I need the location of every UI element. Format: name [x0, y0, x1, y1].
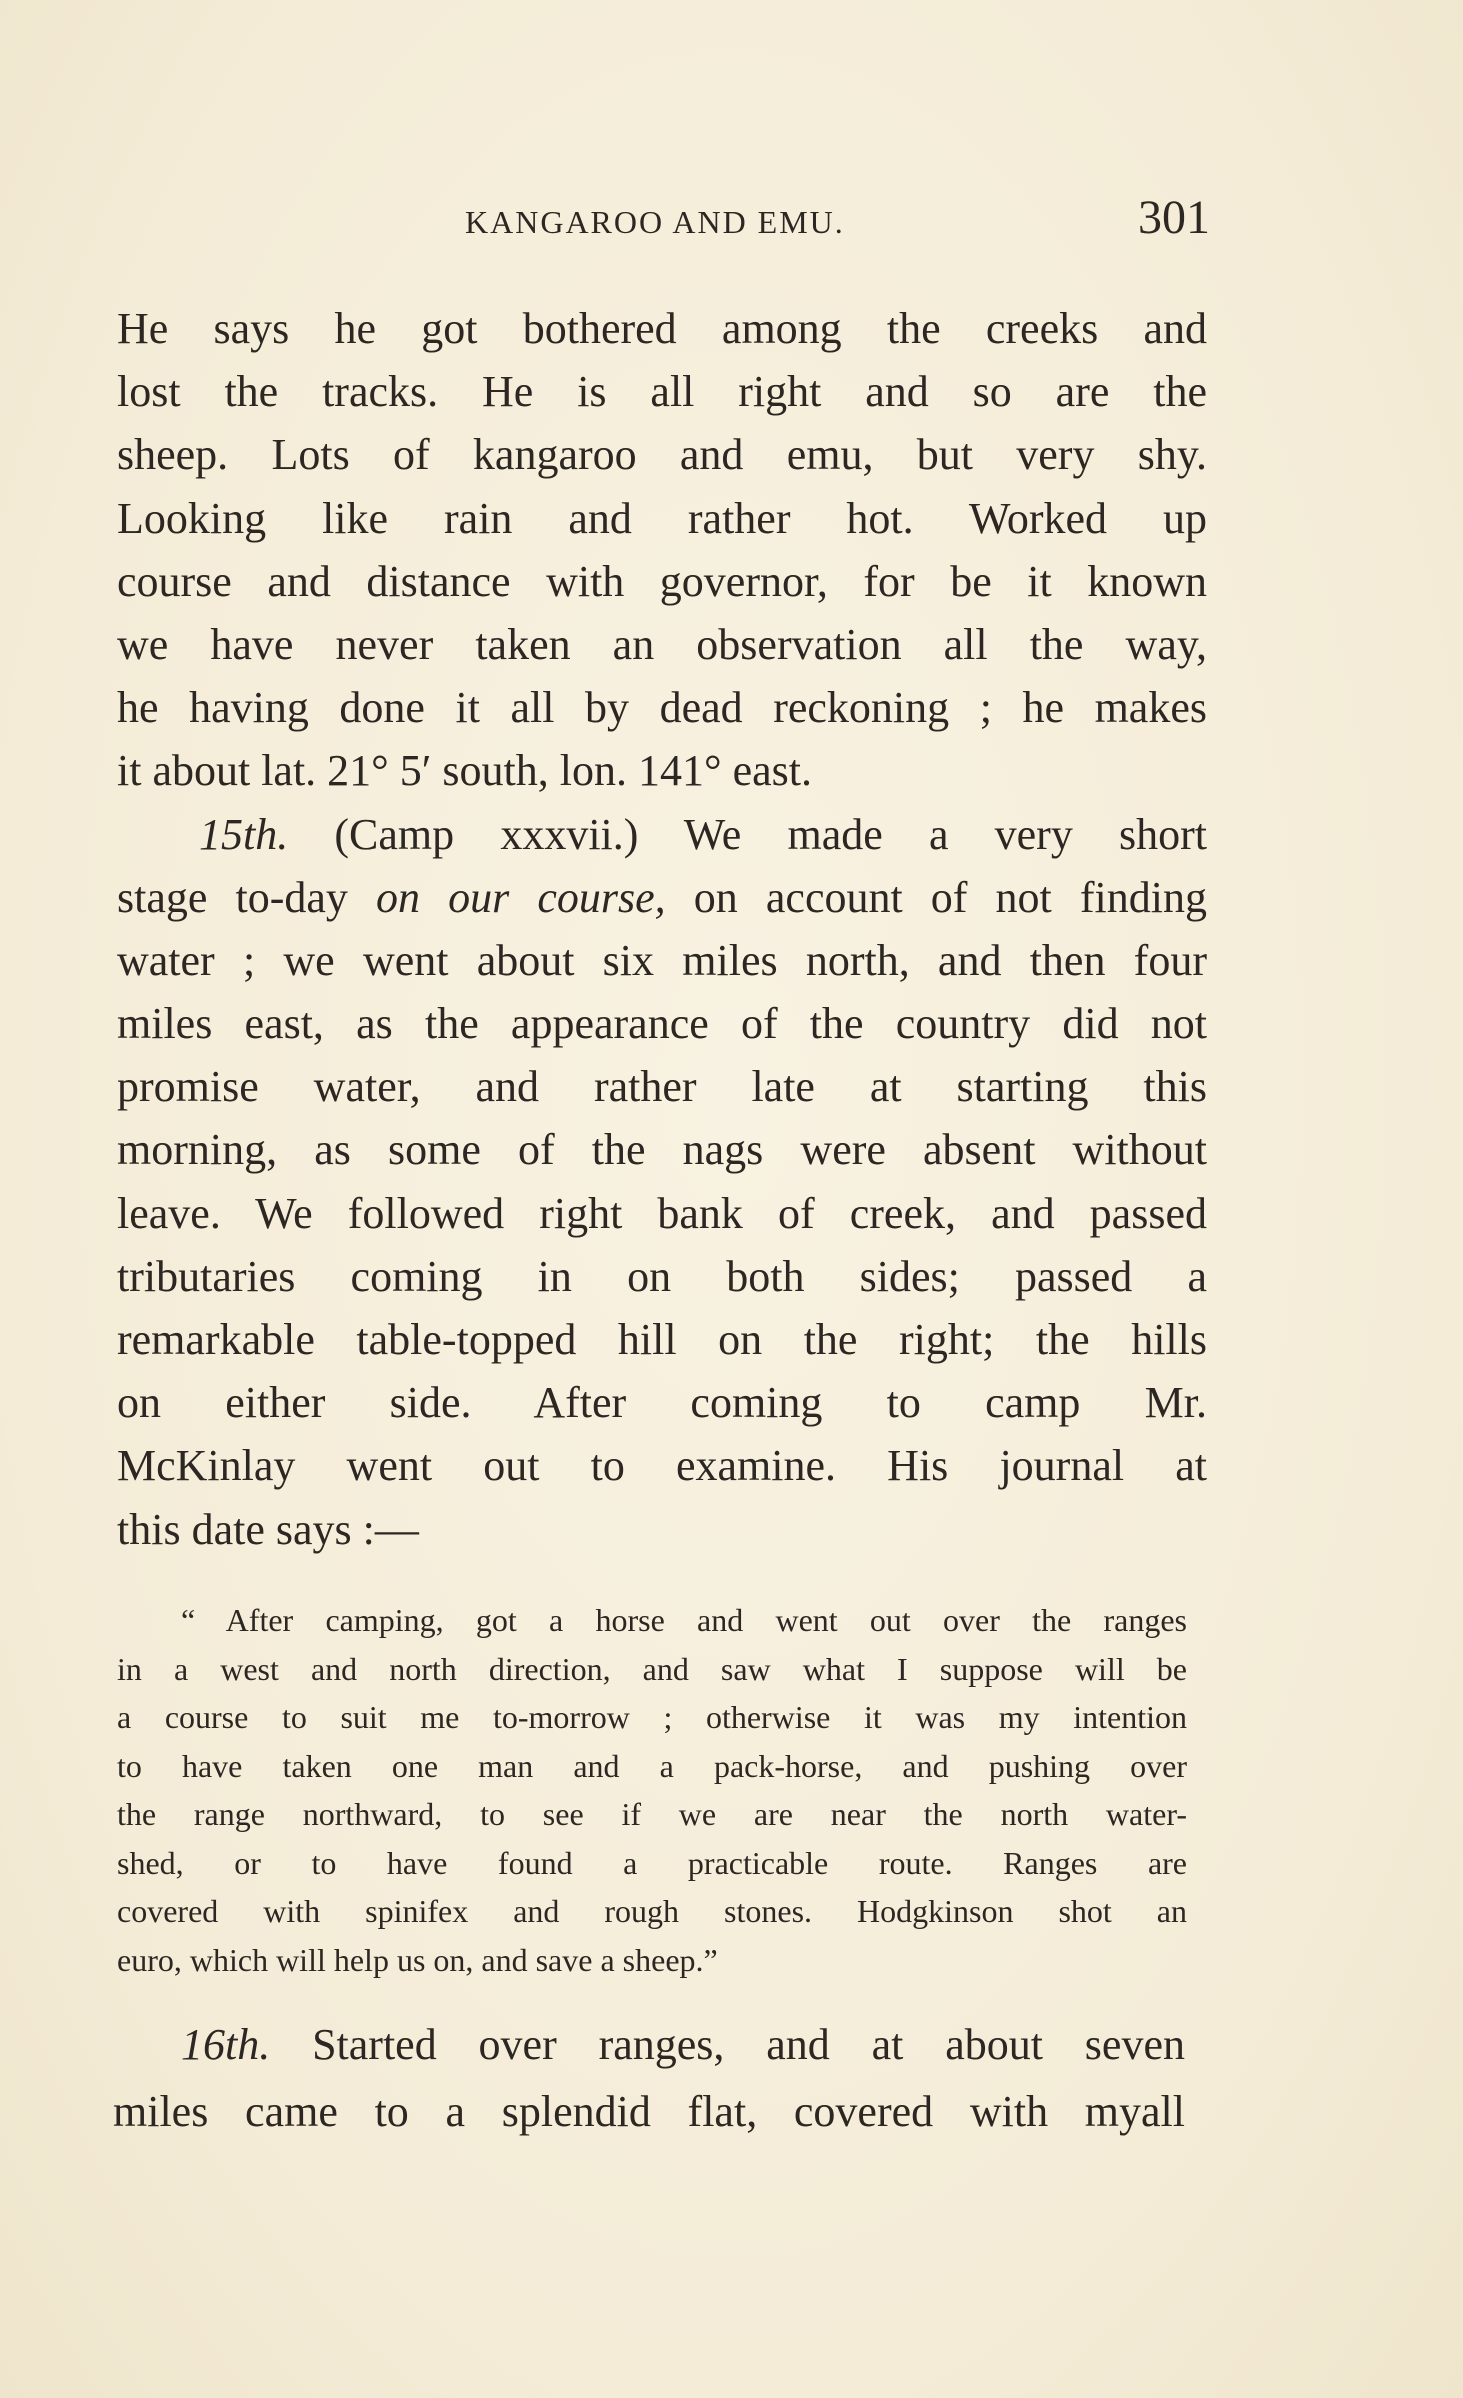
- text-line: miles east, as the appearance of the country did not: [117, 999, 1207, 1049]
- text-line: leave. We followed right bank of creek, and passed: [117, 1188, 1207, 1238]
- quote-line: euro, which will help us on, and save a sheep.”: [117, 1941, 718, 1978]
- entry-date: 15th.: [199, 809, 289, 859]
- text-line: this date says :—: [117, 1504, 419, 1554]
- text-line: on either side. After coming to camp Mr.: [117, 1378, 1207, 1428]
- text-fragment: (Camp xxxvii.) We made a very short: [288, 809, 1207, 859]
- page-number: 301: [1138, 191, 1210, 244]
- text-line: tributaries coming in on both sides; passed a: [117, 1251, 1207, 1301]
- text-line: he having done it all by dead reckoning ; he makes: [117, 683, 1207, 733]
- quote-line: “ After camping, got a horse and went out over the ranges: [181, 1602, 1187, 1638]
- quote-line: covered with spinifex and rough stones. Hodgkinson shot an: [117, 1893, 1187, 1929]
- text-line: remarkable table-topped hill on the right; the hills: [117, 1315, 1207, 1364]
- quote-line: to have taken one man and a pack-horse, and pushing over: [117, 1747, 1187, 1784]
- main-text: [117, 297, 1207, 1561]
- text-line: He says he got bothered among the creeks and: [117, 304, 1207, 353]
- page-header: [120, 190, 1210, 260]
- quote-line: in a west and north direction, and saw what I suppose will be: [117, 1650, 1187, 1687]
- text-line: it about lat. 21° 5′ south, lon. 141° east.: [117, 746, 812, 796]
- text-line: McKinlay went out to examine. His journal at: [117, 1441, 1207, 1491]
- text-line: water ; we went about six miles north, and then four: [117, 935, 1207, 985]
- entry-date: 16th.: [181, 2020, 271, 2069]
- quote-line: a course to suit me to-morrow ; otherwise it was my intention: [117, 1699, 1187, 1735]
- text-line: we have never taken an observation all the way,: [117, 619, 1207, 669]
- text-line: promise water, and rather late at starting this: [117, 1062, 1207, 1112]
- quote-line: the range northward, to see if we are near the north water-: [117, 1796, 1187, 1832]
- italic-phrase: on our course,: [376, 872, 666, 922]
- text-line: [117, 803, 1207, 866]
- text-line: miles came to a splendid flat, covered with myall: [113, 2087, 1185, 2136]
- text-line: [113, 2011, 1185, 2078]
- text-line: morning, as some of the nags were absent without: [117, 1125, 1207, 1175]
- text-line: sheep. Lots of kangaroo and emu, but very shy.: [117, 430, 1207, 480]
- text-fragment: stage to-day: [117, 872, 377, 922]
- text-line: Looking like rain and rather hot. Worked up: [117, 493, 1207, 543]
- text-fragment: Started over ranges, and at about seven: [270, 2020, 1185, 2069]
- closing-paragraph: [113, 2011, 1185, 2145]
- text-line: lost the tracks. He is all right and so are the: [117, 367, 1207, 417]
- running-head: KANGAROO AND EMU.: [465, 204, 845, 240]
- journal-quote: [117, 1596, 1187, 1984]
- text-line: course and distance with governor, for be it known: [117, 556, 1207, 606]
- text-fragment: on account of not finding: [665, 872, 1207, 922]
- text-line: [117, 866, 1207, 929]
- quote-line: shed, or to have found a practicable route. Ranges are: [117, 1844, 1187, 1881]
